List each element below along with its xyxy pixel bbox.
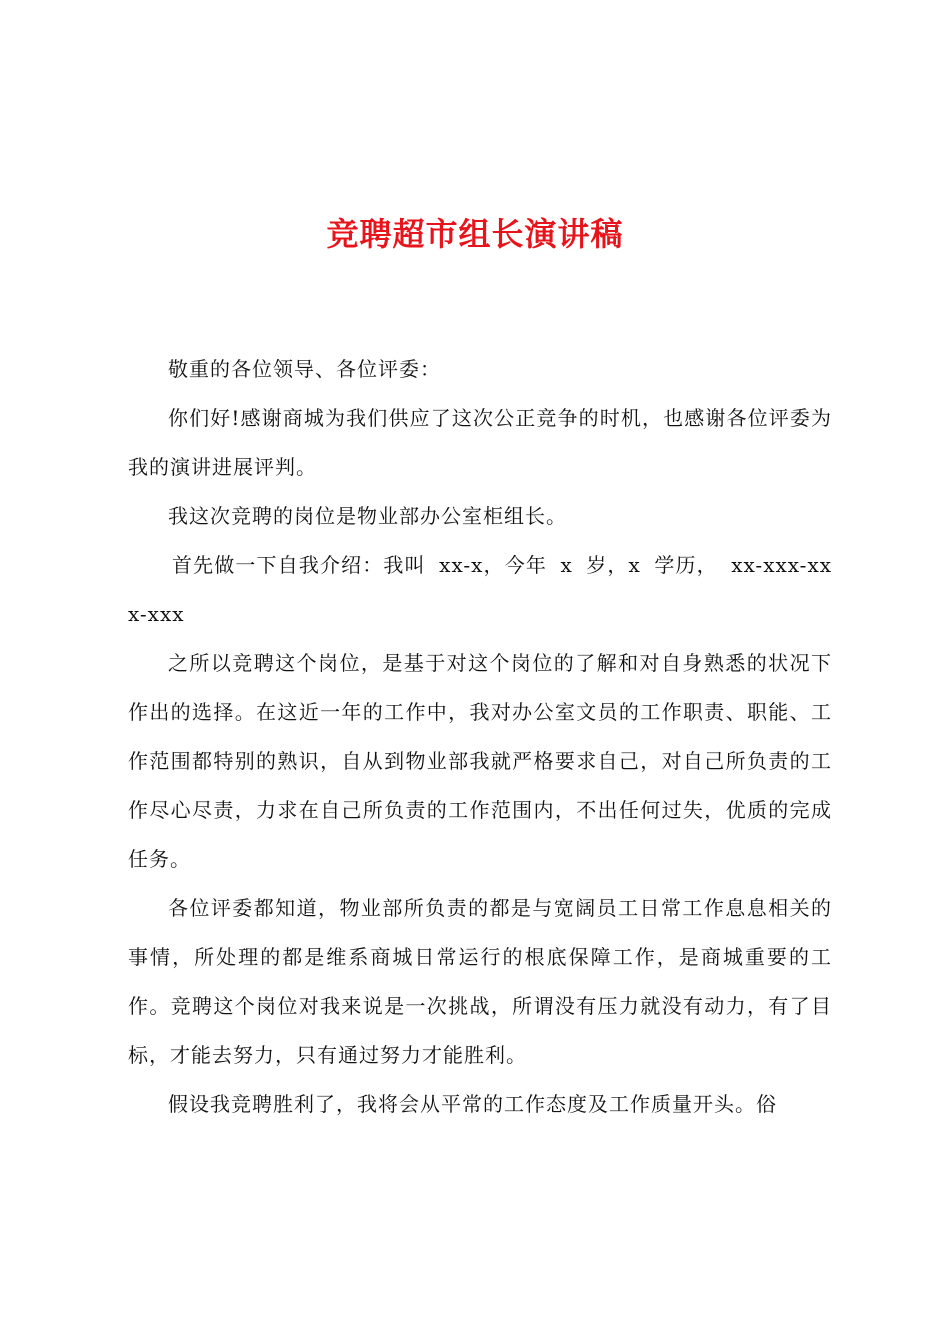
reason-paragraph: 之所以竞聘这个岗位，是基于对这个岗位的了解和对自身熟悉的状况下作出的选择。在这近一年的工作中，我对办公室文员的工作职责、职能、工作范围都特别的熟识，自从到物业部我就严格要求自己，对自己所负责的工作尽心尽责，力求在自己所负责的工作范围内，不出任何过失，优质的完成任务。 <box>128 651 832 871</box>
salutation-paragraph: 敬重的各位领导、各位评委： <box>168 357 441 381</box>
self-introduction-paragraph: 首先做一下自我介绍：我叫 xx-x，今年 x 岁，x 学历， xx-xxx-xxx-xxx <box>128 553 832 626</box>
greeting-paragraph: 你们好!感谢商城为我们供应了这次公正竞争的时机，也感谢各位评委为我的演讲进展评判。 <box>128 406 832 479</box>
department-paragraph: 各位评委都知道，物业部所负责的都是与宽阔员工日常工作息息相关的事情，所处理的都是维系商城日常运行的根底保障工作，是商城重要的工作。竞聘这个岗位对我来说是一次挑战，所谓没有压力就没有动力，有了目标，才能去努力，只有通过努力才能胜利。 <box>128 896 832 1067</box>
document-title: 竞聘超市组长演讲稿 <box>326 215 624 253</box>
plan-paragraph: 假设我竞聘胜利了，我将会从平常的工作态度及工作质量开头。俗 <box>168 1092 777 1116</box>
position-paragraph: 我这次竞聘的岗位是物业部办公室柜组长。 <box>168 504 567 528</box>
document-body <box>128 345 832 1129</box>
